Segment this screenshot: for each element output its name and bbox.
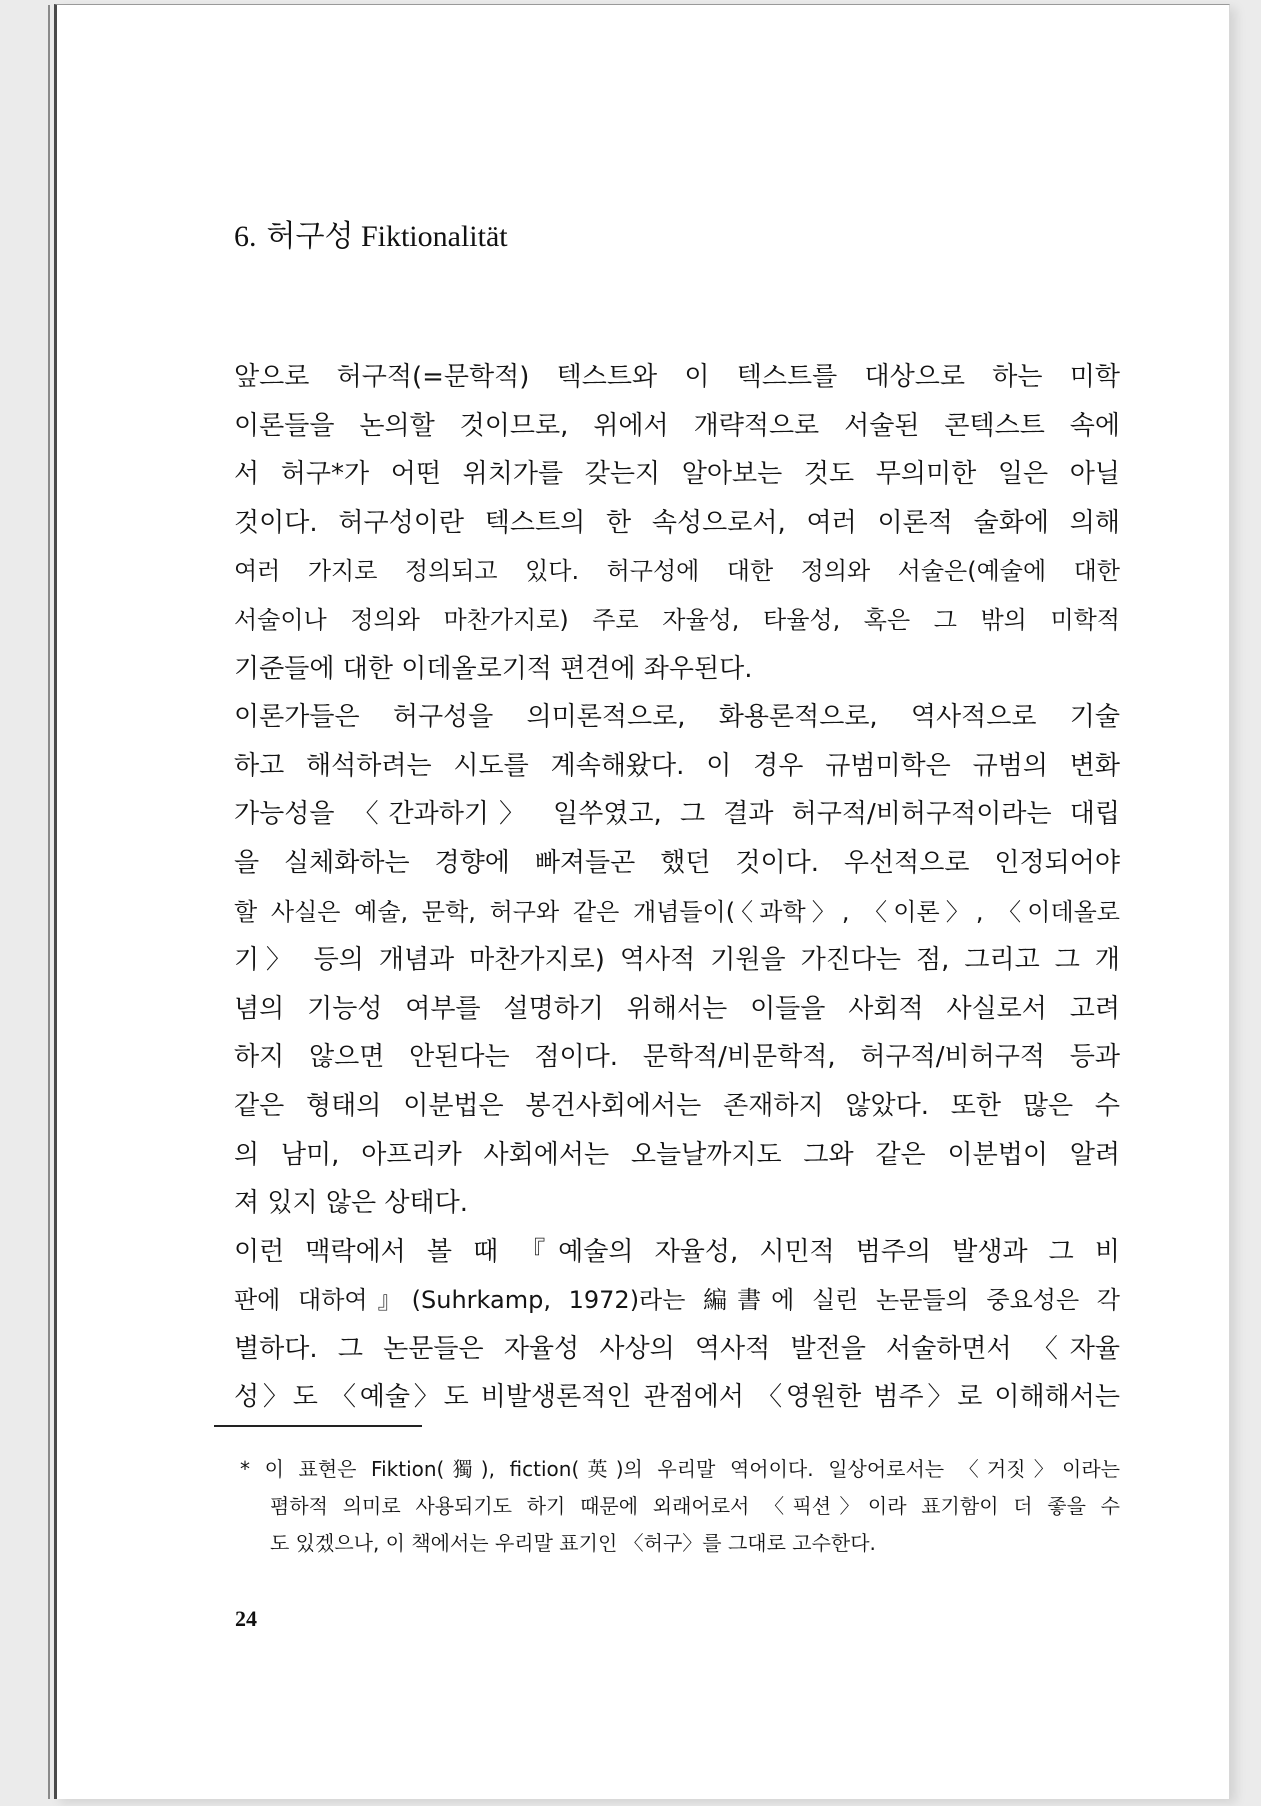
body-line: 념의 기능성 여부를 설명하기 위해서는 이들을 사회적 사실로서 고려 [234, 993, 1120, 1024]
body-line: 이런 맥락에서 볼 때 『예술의 자율성, 시민적 범주의 발생과 그 비 [234, 1236, 1120, 1267]
body-line: 성〉도 〈예술〉도 비발생론적인 관점에서 〈영원한 범주〉로 이해해서는 [234, 1382, 1120, 1413]
body-line: 기준들에 대한 이데올로기적 편견에 좌우된다. [234, 653, 753, 684]
section-number: 6. [234, 220, 257, 253]
section-title: 허구성 Fiktionalität [266, 220, 508, 253]
footnote-line: * 이 표현은 Fiktion(獨), fiction(英)의 우리말 역어이다. 일상어로서는 〈거짓〉이라는 [240, 1457, 1120, 1481]
body-line: 같은 형태의 이분법은 봉건사회에서는 존재하지 않았다. 또한 많은 수 [234, 1090, 1120, 1121]
footnote [240, 1451, 1120, 1562]
body-line: 하지 않으면 안된다는 점이다. 문학적/비문학적, 허구적/비허구적 등과 [234, 1042, 1120, 1073]
body-line: 서술이나 정의와 마찬가지로) 주로 자율성, 타율성, 혹은 그 밖의 미학적 [234, 605, 1120, 634]
body-line: 서 허구*가 어떤 위치가를 갖는지 알아보는 것도 무의미한 일은 아닐 [234, 459, 1120, 490]
body-line: 할 사실은 예술, 문학, 허구와 같은 개념들이(〈과학〉, 〈이론〉, 〈이데올로 [234, 897, 1120, 926]
body-line: 하고 해석하려는 시도를 계속해왔다. 이 경우 규범미학은 규범의 변화 [234, 750, 1120, 781]
body-line: 판에 대하여』(Suhrkamp, 1972)라는 編書에 실린 논문들의 중요성은 각 [234, 1286, 1120, 1315]
body-line: 기〉 등의 개념과 마찬가지로) 역사적 기원을 가진다는 점, 그리고 그 개 [234, 945, 1120, 976]
page-number: 24 [235, 1606, 257, 1631]
body-line: 의 남미, 아프리카 사회에서는 오늘날까지도 그와 같은 이분법이 알려 [234, 1139, 1120, 1170]
body-line: 별하다. 그 논문들은 자율성 사상의 역사적 발전을 서술하면서 〈자율 [234, 1333, 1120, 1364]
section-heading [234, 211, 508, 255]
footnote-divider [214, 1425, 422, 1427]
body-line: 가능성을 〈간과하기〉 일쑤였고, 그 결과 허구적/비허구적이라는 대립 [234, 799, 1120, 830]
body-line: 이론들을 논의할 것이므로, 위에서 개략적으로 서술된 콘텍스트 속에 [234, 410, 1120, 441]
body-text [234, 353, 1120, 1422]
body-line: 이론가들은 허구성을 의미론적으로, 화용론적으로, 역사적으로 기술 [234, 702, 1120, 733]
footnote-line: 도 있겠으나, 이 책에서는 우리말 표기인 〈허구〉를 그대로 고수한다. [270, 1531, 876, 1555]
body-line: 것이다. 허구성이란 텍스트의 한 속성으로서, 여러 이론적 술화에 의해 [234, 507, 1120, 538]
body-line: 앞으로 허구적(=문학적) 텍스트와 이 텍스트를 대상으로 하는 미학 [234, 362, 1120, 392]
body-line: 여러 가지로 정의되고 있다. 허구성에 대한 정의와 서술은(예술에 대한 [234, 557, 1120, 586]
footnote-line: 폄하적 의미로 사용되기도 하기 때문에 외래어로서 〈픽션〉이라 표기함이 더 좋을 수 [270, 1494, 1120, 1518]
body-line: 져 있지 않은 상태다. [234, 1188, 468, 1219]
body-line: 을 실체화하는 경향에 빠져들곤 했던 것이다. 우선적으로 인정되어야 [234, 847, 1120, 878]
